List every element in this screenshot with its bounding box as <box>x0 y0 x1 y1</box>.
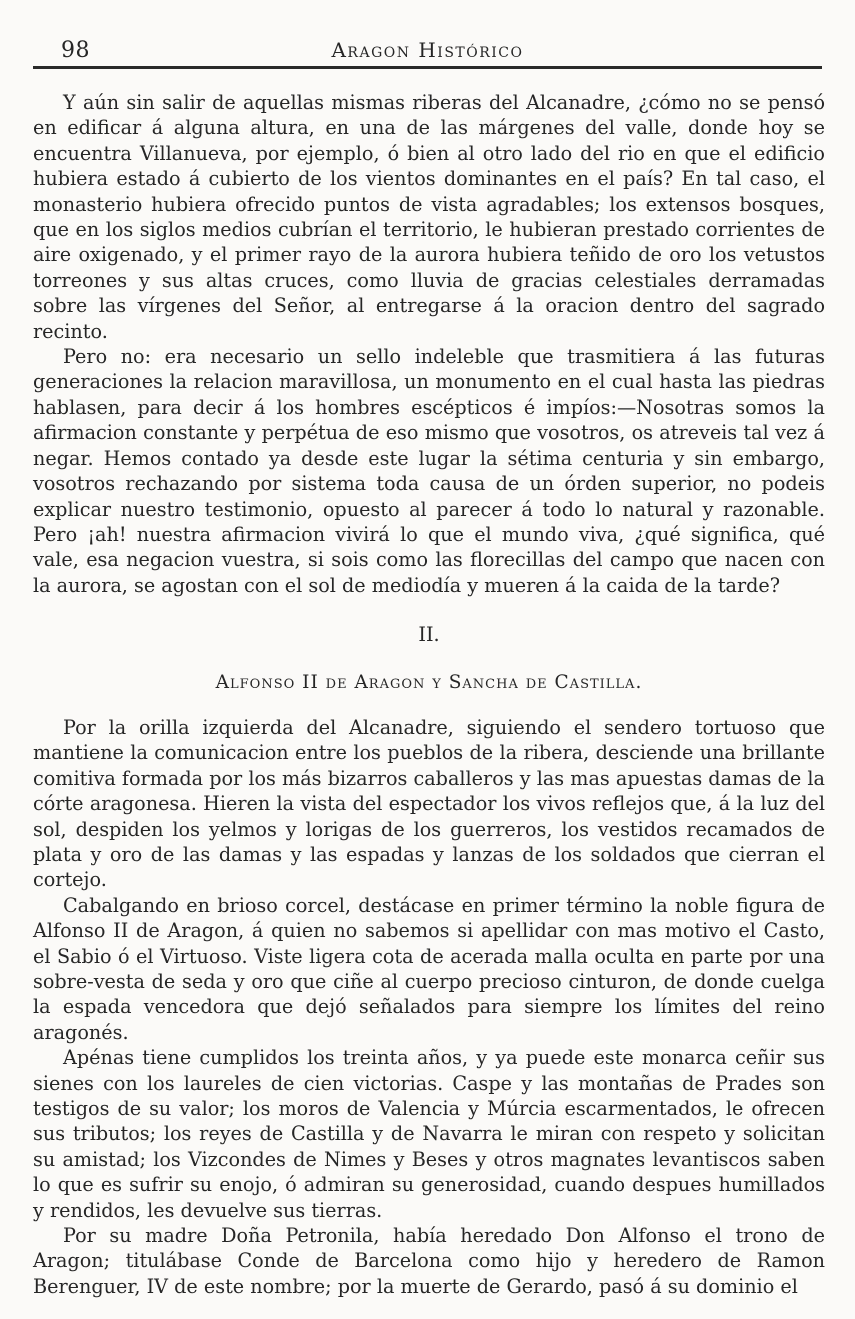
paragraph: Apénas tiene cumplidos los treinta años, y ya puede este monarca ceñir sus sienes con los laureles de cien victorias. Caspe y las montañas de Prades son testigos de su valor; los moros de Valencia y Múrcia escarmentados, le ofrecen sus tributos; los reyes de Castilla y de Navarra le miran con respeto y solicitan su amistad; los Vizcondes de Nimes y Beses y otros magnates levantiscos saben lo que es sufrir su enojo, ó admiran su generosidad, cuando despues humillados y rendidos, les devuelve sus tierras. <box>33 1046 825 1222</box>
header-rule <box>33 66 822 69</box>
section-title: Alfonso II de Aragon y Sancha de Castilla. <box>215 671 643 693</box>
paragraph: Por su madre Doña Petronila, había heredado Don Alfonso el trono de Aragon; titulábase Conde de Barcelona como hijo y heredero de Ramon Berenguer, IV de este nombre; por la muerte de Gerardo, pasó á su dominio el <box>33 1224 825 1298</box>
paragraph: Por la orilla izquierda del Alcanadre, siguiendo el sendero tortuoso que mantiene la comunicacion entre los pueblos de la ribera, desciende una brillante comitiva formada por los más bizarros caballeros y las mas apuestas damas de la córte aragonesa. Hieren la vista del espectador los vivos reflejos que, á la luz del sol, despiden los yelmos y lorigas de los guerreros, los vestidos recamados de plata y oro de las damas y las espadas y lanzas de los soldados que cierran el cortejo. <box>33 715 825 892</box>
paragraph: Y aún sin salir de aquellas mismas riberas del Alcanadre, ¿cómo no se pensó en edificar á alguna altura, en una de las márgenes del valle, donde hoy se encuentra Villanueva, por ejemplo, ó bien al otro lado del rio en que el edificio hubiera estado á cubierto de los vientos dominantes en el país? En tal caso, el monasterio hubiera ofrecido puntos de vista agradables; los extensos bosques, que en los siglos medios cubrían el territorio, le hubieran prestado corrientes de aire oxigenado, y el primer rayo de la aurora hubiera teñido de oro los vetustos torreones y sus altas cruces, como lluvia de gracias celestiales derramadas sobre las vírgenes del Señor, al entregarse á la oracion dentro del sagrado recinto. <box>33 91 825 343</box>
page-header <box>33 36 822 68</box>
running-title: Aragon Histórico <box>331 38 524 62</box>
page-number: 98 <box>61 38 90 63</box>
body-text <box>33 90 825 1299</box>
paragraph: Cabalgando en brioso corcel, destácase en primer término la noble figura de Alfonso II de Aragon, á quien no sabemos si apellidar con mas motivo el Casto, el Sabio ó el Virtuoso. Viste ligera cota de acerada malla oculta en parte por una sobre-vesta de seda y oro que ciñe al cuerpo precioso cinturon, de donde cuelga la espada vencedora que dejó señalados para siempre los límites del reino aragonés. <box>33 893 825 1044</box>
paragraph: Pero no: era necesario un sello indeleble que trasmitiera á las futuras generaciones la relacion maravillosa, un monumento en el cual hasta las piedras hablasen, para decir á los hombres escépticos é impíos:—Nosotras somos la afirmacion constante y perpétua de eso mismo que vosotros, os atreveis tal vez á negar. Hemos contado ya desde este lugar la sétima centuria y sin embargo, vosotros rechazando por sistema toda causa de un órden superior, no podeis explicar nuestro testimonio, opuesto al parecer á todo lo natural y razonable. Pero ¡ah! nuestra afirmacion vivirá lo que el mundo viva, ¿qué significa, qué vale, esa negacion vuestra, si sois como las florecillas del campo que nacen con la aurora, se agostan con el sol de mediodía y mueren á la caida de la tarde? <box>33 345 825 597</box>
section-number: II. <box>418 623 440 647</box>
